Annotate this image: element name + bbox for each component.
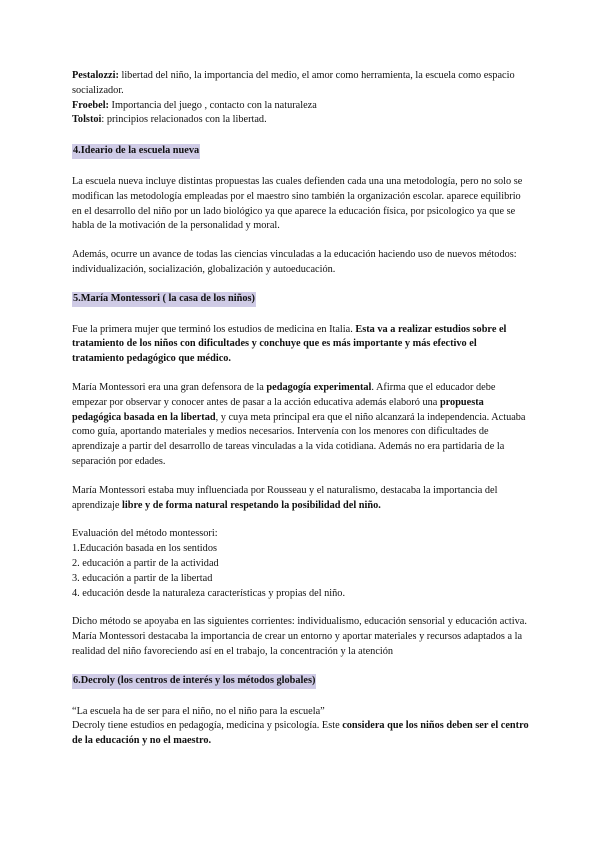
section-5-p1-text: Fue la primera mujer que terminó los estudios de medicina en Italia. <box>72 323 356 335</box>
section-6-heading: 6.Decroly (los centros de interés y los métodos globales) <box>72 674 316 689</box>
decroly-quote: “La escuela ha de ser para el niño, no el niño para la escuela” <box>72 705 325 717</box>
section-4 <box>72 144 530 278</box>
tolstoi-paragraph <box>72 113 530 128</box>
section-6-p1-bold: considera que los niños deben ser el centro de la educación y no el maestro. <box>72 720 529 747</box>
pestalozzi-name: Pestalozzi: <box>72 70 119 81</box>
section-5-paragraph-3 <box>72 484 530 514</box>
section-5-paragraph-2 <box>72 381 530 470</box>
evaluation-title: Evaluación del método montessori: <box>72 528 218 540</box>
section-4-heading: 4.Ideario de la escuela nueva <box>72 144 200 159</box>
section-6-p1-text: Decroly tiene estudios en pedagogía, medicina y psicología. Este <box>72 720 343 732</box>
section-5-heading: 5.María Montessori ( la casa de los niños) <box>72 292 256 307</box>
froebel-name: Froebel: <box>72 99 109 111</box>
section-4-paragraph-1: La escuela nueva incluye distintas propuestas las cuales defienden cada una una metodología, pero no solo se modifican las metodología empleadas por el maestro sino también la organización escolar. aparece equilibrio en el desarrollo del niño por un lado biológico ya que aparece la educación física, por psicologico ya que se habla de la motivación de la personalidad y moral. <box>72 175 523 232</box>
section-5-p2-text-c: , y cuya meta principal era que el niño alcanzará la independencia. Actuaba como guía, aportando materiales y medios necesarios. Intervenía con los menores con dificultades de aprendizaje a partir del desarrollo de tareas vinculadas a la vida cotidiana. Además no era partidaria de la separación por edades. <box>72 411 526 467</box>
section-5-paragraph-4: Dicho método se apoyaba en las siguientes corrientes: individualismo, educación sensorial y educación activa. María Montessori destacaba la importancia de crear un entorno y aportar materiales y recursos adaptados a la realidad del niño favoreciendo así en el trabajo, la concentración y la atención <box>72 616 527 657</box>
section-5-p1-bold: Esta va a realizar estudios sobre el tratamiento de los niños con dificultades y conchuye que es más importante y más efectivo el tratamiento pedagógico que médico. <box>72 323 507 365</box>
section-5-p2-bold-a: pedagogía experimental <box>266 381 372 393</box>
evaluation-item: 2. educación a partir de la actividad <box>72 557 219 569</box>
section-5-p3-bold: libre y de forma natural respetando la posibilidad del niño. <box>122 499 381 511</box>
section-6-paragraph-1 <box>72 719 530 749</box>
froebel-paragraph <box>72 99 530 114</box>
section-5 <box>72 292 530 660</box>
section-5-p3-text: María Montessori estaba muy influenciada por Rousseau y el naturalismo, destacaba la importancia del aprendizaje <box>72 484 498 511</box>
evaluation-item: 4. educación desde la naturaleza características y propias del niño. <box>72 587 346 599</box>
evaluation-item: 1.Educación basada en los sentidos <box>72 543 217 555</box>
evaluation-item: 3. educación a partir de la libertad <box>72 572 213 584</box>
tolstoi-name: Tolstoi <box>72 114 102 126</box>
section-6 <box>72 674 530 749</box>
pestalozzi-paragraph <box>72 69 530 99</box>
pestalozzi-text: libertad del niño, la importancia del medio, el amor como herramienta, la escuela como espacio socializador. <box>72 70 515 96</box>
intro-block <box>72 69 530 128</box>
section-5-paragraph-1 <box>72 323 530 367</box>
section-5-p2-text-a: María Montessori era una gran defensora de la <box>72 381 267 393</box>
section-5-p2-bold-b: propuesta pedagógica basada en la libertad <box>72 396 484 423</box>
froebel-text: Importancia del juego , contacto con la naturaleza <box>108 99 317 111</box>
tolstoi-text: : principios relacionados con la libertad. <box>101 114 267 126</box>
section-5-p2-text-b: . Afirma que el educador debe empezar por observar y conocer antes de pasar a la acción educativa además elaboró una <box>72 381 496 408</box>
section-4-paragraph-2: Además, ocurre un avance de todas las ciencias vinculadas a la educación haciendo uso de nuevos métodos: individualización, socialización, globalización y autoeducación. <box>72 249 517 275</box>
